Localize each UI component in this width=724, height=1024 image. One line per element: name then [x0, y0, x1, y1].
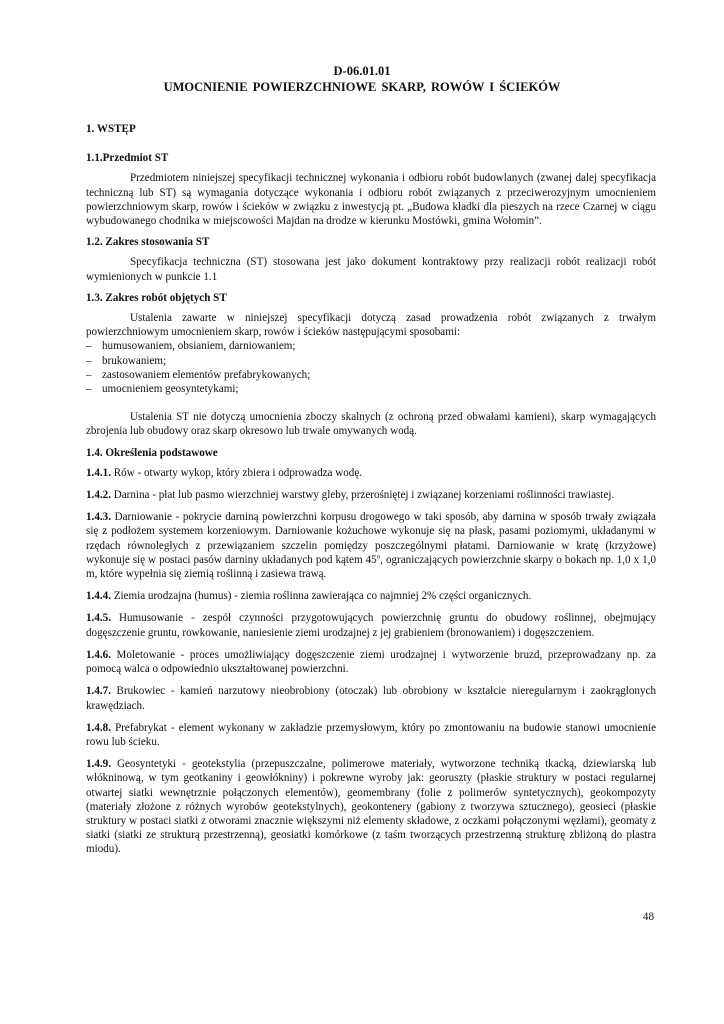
- definition-1-4-3: [86, 510, 656, 581]
- definition-1-4-7: [86, 684, 656, 712]
- definition-text: Darnina - płat lub pasmo wierzchniej warstwy gleby, przerośniętej i związanej korzeniami roślinności trawiastej.: [110, 489, 615, 502]
- list-item: – brukowaniem;: [86, 354, 656, 368]
- definition-number: 1.4.2.: [86, 489, 111, 502]
- spec-code: D-06.01.01: [333, 64, 391, 78]
- definition-1-4-4: [86, 589, 656, 603]
- list-item: – humusowaniem, obsianiem, darniowaniem;: [86, 339, 656, 353]
- definition-text: Darniowanie - pokrycie darniną powierzchni korpusu drogowego w taki sposób, aby darnina w sposób trwały związała się z podłożem systemem korzeniowym. Darniowanie kożuchowe wykonuje się na płask, pasami poziomymi, układanymi w rzędach równoległych z przewiązaniem szczelin pomiędzy poszczególnymi płatami. Darniowanie w kratę (krzyżowe) wykonuje się w postaci pasów darniny układanych pod kątem 45: [86, 511, 656, 566]
- definition-text: Geosyntetyki - geotekstylia (przepuszczalne, polimerowe materiały, wytworzone techniką tkacką, dziewiarską lub włókninową, w tym geotkaniny i geowłókniny) i pokrewne wyroby jak: georuszty (płaskie struktury w postaci regularnej otwartej siatki wewnętrznie połączonych elementów), geomembrany (folie z polimerów syntetycznych), geokompozyty (materiały złożone z różnych wyrobów geotekstylnych), geokontenery (gabiony z tworzywa sztucznego), geosieci (płaskie struktury w postaci siatki z otworami znacznie większymi niż elementy składowe, z oczkami połączonymi węzłami), geomaty z siatki (siatki ze strukturą przestrzenną), geosiatki komórkowe (z taśm tworzących przestrzenną strukturę zbliżoną do plastra miodu).: [86, 758, 656, 856]
- section-heading-1-4: 1.4. Określenia podstawowe: [86, 446, 218, 459]
- document-body: [86, 122, 656, 857]
- works-list: [86, 339, 656, 396]
- definition-number: 1.4.8.: [86, 721, 111, 734]
- definition-1-4-1: [86, 466, 656, 480]
- definition-number: 1.4.6.: [86, 648, 111, 661]
- definition-1-4-9: [86, 757, 656, 856]
- degree-sign: o: [376, 552, 381, 561]
- definition-text: Prefabrykat - element wykonany w zakładzie przemysłowym, który po zmontowaniu na budowie stanowi umocnienie rowu lub ścieku.: [86, 721, 656, 748]
- section-heading-1-3: 1.3. Zakres robót objętych ST: [86, 291, 227, 304]
- definition-text: Humusowanie - zespół czynności przygotowujących powierzchnię gruntu do obudowy roślinnej, obejmujący dogęszczenie gruntu, rowkowanie, naniesienie ziemi urodzajnej z jej grabieniem (bronowaniem) i dogęszczeniem.: [86, 612, 656, 639]
- definition-1-4-6: [86, 648, 656, 676]
- definition-number: 1.4.4.: [86, 590, 111, 603]
- definition-1-4-5: [86, 611, 656, 639]
- paragraph-subject: Przedmiotem niniejszej specyfikacji technicznej wykonania i odbioru robót budowlanych (zwanej dalej specyfikacja techniczną lub ST) są wymagania dotyczące wykonania i odbioru robót związanych z przeciwerozyjnym umocnieniem powierzchniowym skarp, rowów i ścieków w związku z inwestycją pt. „Budowa kładki dla pieszych na rzece Czarnej w ciągu wybudowanego chodnika w miejscowości Majdan na drodze w kierunku Mostówki, gmina Wołomin”.: [86, 172, 656, 228]
- list-item: – umocnieniem geosyntetykami;: [86, 382, 656, 396]
- definition-number: 1.4.3.: [86, 511, 111, 524]
- definition-number: 1.4.5.: [86, 612, 111, 625]
- spec-title: UMOCNIENIE POWIERZCHNIOWE SKARP, ROWÓW I ŚCIEKÓW: [163, 80, 561, 94]
- definition-text: Rów - otwarty wykop, który zbiera i odprowadza wodę.: [110, 466, 363, 479]
- paragraph-works-intro: Ustalenia zawarte w niniejszej specyfikacji dotyczą zasad prowadzenia robót związanych z trwałym powierzchniowym umocnieniem skarp, rowów i ścieków następującymi sposobami:: [86, 312, 656, 339]
- definition-number: 1.4.1.: [86, 466, 111, 479]
- section-heading-1-1: 1.1.Przedmiot ST: [86, 152, 169, 165]
- page-number: 48: [642, 911, 654, 923]
- definition-text: Brukowiec - kamień narzutowy nieobrobiony (otoczak) lub obrobiony w kształcie nieregularnym i zaokrąglonych krawędziach.: [86, 685, 656, 712]
- paragraph-works-outro: Ustalenia ST nie dotyczą umocnienia zboczy skalnych (z ochroną przed obwałami kamieni), skarp wymagających zbrojenia lub obudowy oraz skarp okresowo lub trwale omywanych wodą.: [86, 411, 656, 438]
- definition-text: Moletowanie - proces umożliwiający dogęszczenie ziemi urodzajnej i wytworzenie bruzd, przeprowadzany np. za pomocą walca o odpowiednio ukształtowanej powierzchni.: [86, 648, 656, 676]
- section-heading-1-2: 1.2. Zakres stosowania ST: [86, 236, 210, 249]
- section-heading-1: 1. WSTĘP: [86, 123, 136, 135]
- definition-number: 1.4.9.: [86, 758, 111, 771]
- definition-1-4-8: [86, 721, 656, 749]
- definition-text: Ziemia urodzajna (humus) - ziemia roślinna zawierająca co najmniej 2% części organicznych.: [110, 590, 532, 603]
- definition-1-4-2: [86, 488, 656, 502]
- definition-text: , ograniczających powierzchnie skarpy o bokach np. 1,0 x 1,0 m, które wypełnia się ziemią roślinną i zasiewa trawą.: [86, 553, 657, 581]
- definition-number: 1.4.7.: [86, 685, 111, 698]
- paragraph-scope: Specyfikacja techniczna (ST) stosowana jest jako dokument kontraktowy przy realizacji robót realizacji robót wymienionych w punkcie 1.1: [86, 256, 656, 283]
- list-item: – zastosowaniem elementów prefabrykowanych;: [86, 368, 656, 382]
